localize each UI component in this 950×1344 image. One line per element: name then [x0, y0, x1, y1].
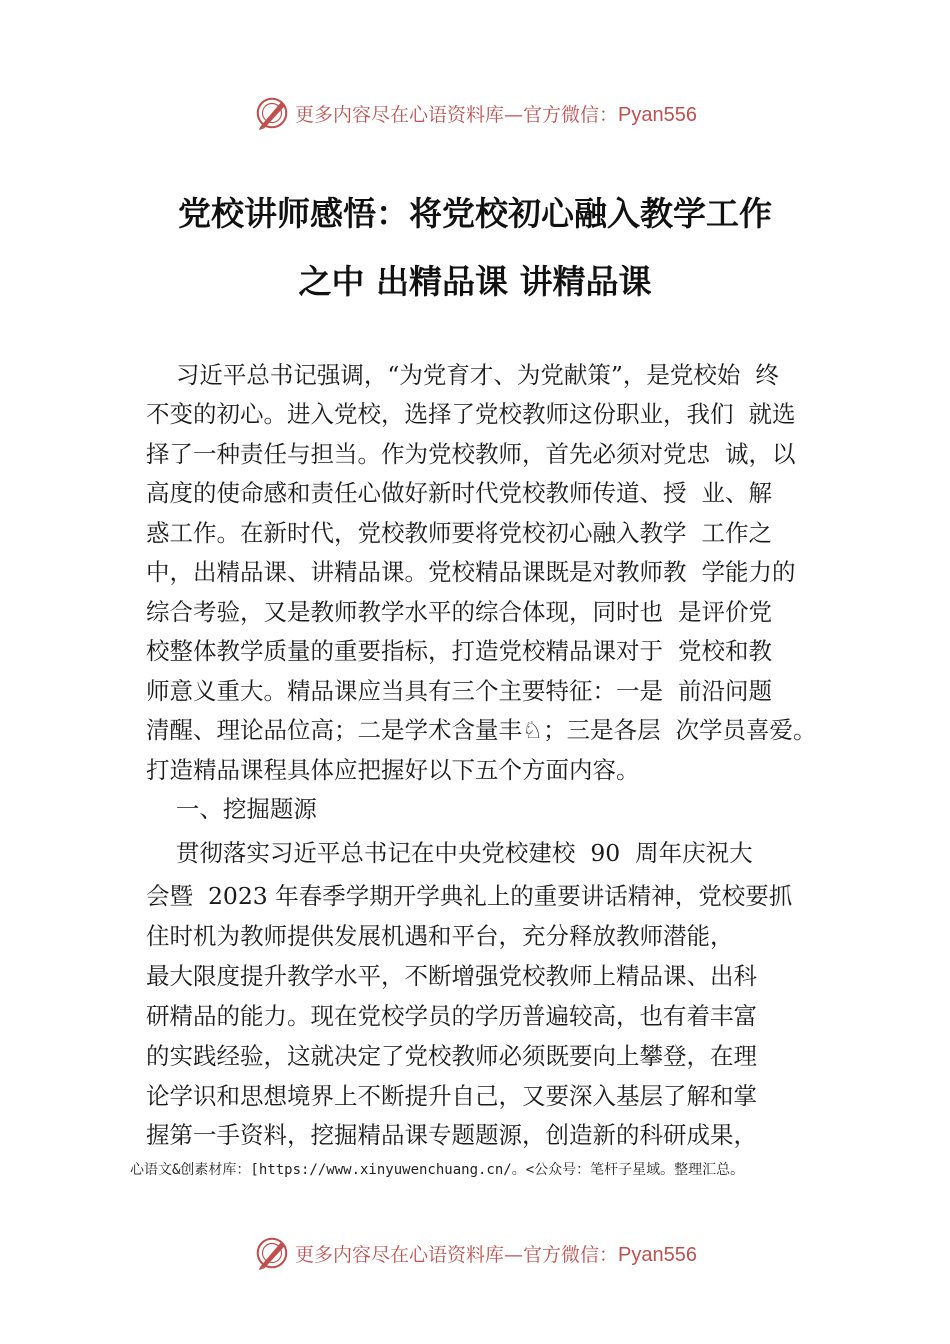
banner-wechat-id: Pyan556: [618, 103, 697, 126]
body-line: 不变的初心。进入党校，选择了党校教师这份职业，我们 就选: [146, 400, 796, 428]
body-line: 中，出精品课、讲精品课。党校精品课既是对教师教 学能力的: [146, 558, 796, 586]
banner-wechat-label: 官方微信：: [523, 103, 619, 126]
pen-logo-icon: [253, 1234, 291, 1272]
body-line: 综合考验，又是教师教学水平的综合体现，同时也 是评价党: [146, 598, 772, 626]
banner-prefix: 更多内容尽在心语资料库—: [295, 1243, 524, 1266]
footer-banner: [0, 1231, 950, 1275]
body-line: 握第一手资料，挖掘精品课专题题源，创造新的科研成果，: [146, 1121, 757, 1149]
footer-note: 心语文&创素材库：[https://www.xinyuwenchuang.cn/。<公众号：笔杆子星域。整理汇总。: [130, 1162, 745, 1178]
body-line: 惑工作。在新时代，党校教师要将党校初心融入教学 工作之: [146, 519, 772, 547]
body-line: 论学识和思想境界上不断提升自己，又要深入基层了解和掌: [146, 1082, 757, 1110]
body-line: 校整体教学质量的重要指标，打造党校精品课对于 党校和教: [146, 637, 772, 665]
body-line: 研精品的能力。现在党校学员的学历普遍较高，也有着丰富: [146, 1002, 757, 1030]
body-line: 师意义重大。精品课应当具有三个主要特征：一是 前沿问题: [146, 677, 772, 705]
banner-text: [295, 1240, 697, 1267]
body-line: 习近平总书记强调，“为党育才、为党献策”，是党校始 终: [146, 361, 779, 389]
body-line: 的实践经验，这就决定了党校教师必须既要向上攀登，在理: [146, 1042, 757, 1070]
section-heading: 一、挖掘题源: [146, 795, 317, 823]
body-line: 择了一种责任与担当。作为党校教师，首先必须对党忠 诚，以: [146, 440, 796, 468]
body-line: 会暨 2023 年春季学期开学典礼上的重要讲话精神，党校要抓: [146, 882, 793, 910]
header-banner: [0, 91, 950, 135]
banner-wechat-label: 官方微信：: [523, 1243, 619, 1266]
body-line: 打造精品课程具体应把握好以下五个方面内容。: [146, 756, 640, 784]
body-line: 清醒、理论品位高；二是学术含量丰♘；三是各层 次学员喜爱。: [146, 716, 817, 744]
document-title-line-2: 之中 出精品课 讲精品课: [298, 262, 652, 301]
document-title-line-1: 党校讲师感悟：将党校初心融入教学工作: [178, 194, 772, 233]
pen-logo-icon: [253, 94, 291, 132]
banner-prefix: 更多内容尽在心语资料库—: [295, 103, 524, 126]
banner-text: [295, 100, 697, 127]
body-line: 贯彻落实习近平总书记在中央党校建校 90 周年庆祝大: [146, 839, 753, 867]
body-line: 住时机为教师提供发展机遇和平台，充分释放教师潜能，: [146, 922, 734, 950]
body-line: 高度的使命感和责任心做好新时代党校教师传道、授 业、解: [146, 479, 772, 507]
body-line: 最大限度提升教学水平，不断增强党校教师上精品课、出科: [146, 962, 757, 990]
banner-wechat-id: Pyan556: [618, 1243, 697, 1266]
